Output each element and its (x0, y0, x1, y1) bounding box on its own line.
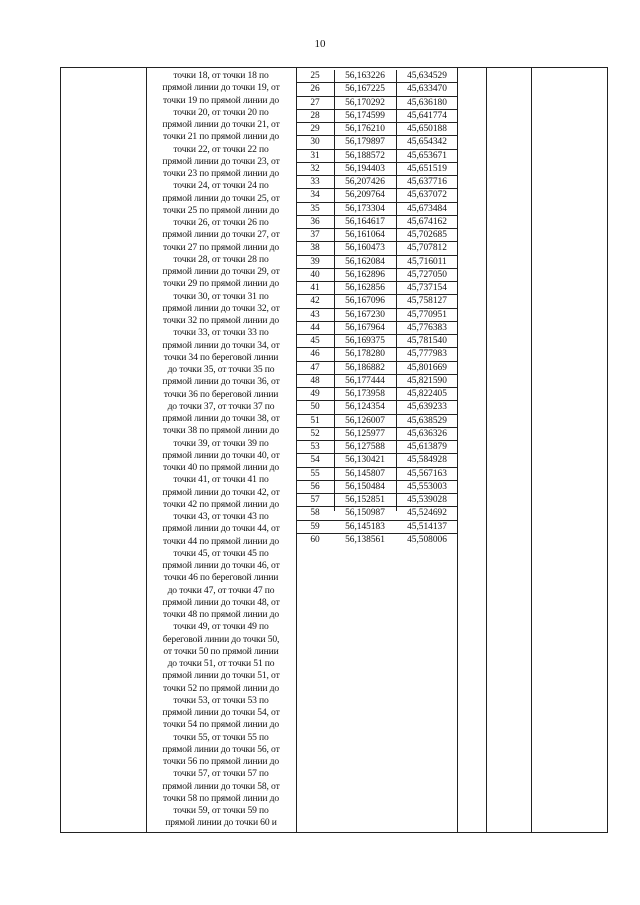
table-row (297, 415, 457, 428)
point-number: 26 (310, 84, 320, 95)
description-line: прямой линии до точки 32, от (162, 302, 280, 314)
description-line: прямой линии до точки 40, от (162, 449, 280, 461)
longitude-cell: 45,777983 (407, 349, 447, 360)
point-number: 47 (310, 362, 320, 373)
table-row (297, 83, 457, 96)
description-line: прямой линии до точки 21, от (162, 119, 280, 130)
longitude-cell: 45,524692 (407, 508, 447, 519)
latitude-cell: 56,179897 (345, 137, 385, 148)
point-number: 40 (310, 269, 320, 280)
description-line: точки 27 по прямой линии до (162, 241, 280, 253)
latitude-cell: 56,126007 (345, 415, 385, 426)
description-line: прямой линии до точки 60 и (165, 817, 277, 829)
latitude-cell: 56,150484 (345, 481, 385, 492)
longitude-cell: 45,776383 (407, 322, 447, 333)
table-row (297, 348, 457, 361)
longitude-cell: 45,633470 (407, 84, 447, 95)
description-line: точки 23 по прямой линии до (162, 168, 280, 179)
latitude-cell: 56,127588 (345, 442, 385, 452)
description-line: прямой линии до точки 58, от (162, 780, 280, 792)
latitude-cell: 56,163226 (345, 71, 385, 81)
point-number: 52 (310, 428, 320, 439)
description-line: точки 28, от точки 28 по (173, 253, 269, 265)
latitude-cell: 56,170292 (345, 97, 385, 108)
longitude-cell: 45,638529 (407, 415, 447, 426)
latitude-cell: 56,173958 (345, 389, 385, 399)
latitude-cell: 56,209764 (345, 190, 385, 201)
description-line: точки 56 по прямой линии до (162, 756, 280, 767)
latitude-cell: 56,178280 (345, 349, 385, 360)
point-number: 53 (310, 442, 320, 452)
description-line: точки 22, от точки 22 по (173, 143, 269, 155)
longitude-cell: 45,508006 (407, 534, 447, 545)
table-row (297, 481, 457, 494)
column-divider (457, 68, 458, 832)
point-number: 37 (310, 230, 320, 240)
table-row (297, 282, 457, 295)
latitude-cell: 56,160473 (345, 243, 385, 254)
longitude-cell: 45,641774 (407, 110, 447, 121)
table-row (297, 507, 457, 520)
latitude-cell: 56,177444 (345, 375, 385, 386)
longitude-cell: 45,584928 (407, 455, 447, 466)
latitude-cell: 56,167230 (345, 309, 385, 320)
latitude-cell: 56,145183 (345, 521, 385, 532)
longitude-cell: 45,781540 (407, 336, 447, 346)
point-number: 46 (310, 349, 320, 360)
table-row (297, 229, 457, 242)
point-number: 41 (310, 283, 320, 293)
longitude-cell: 45,567163 (407, 468, 447, 479)
description-line: точки 33, от точки 33 по (173, 327, 269, 339)
longitude-cell: 45,613879 (407, 442, 447, 452)
table-row (297, 362, 457, 375)
longitude-cell: 45,674162 (407, 216, 447, 227)
table-row (297, 295, 457, 308)
longitude-cell: 45,539028 (407, 495, 447, 505)
latitude-cell: 56,167096 (345, 296, 385, 307)
point-number: 42 (310, 296, 320, 307)
point-number: 59 (310, 521, 320, 532)
latitude-cell: 56,162896 (345, 269, 385, 280)
latitude-cell: 56,176210 (345, 124, 385, 134)
point-number: 50 (310, 402, 320, 413)
longitude-cell: 45,636326 (407, 428, 447, 439)
point-number: 51 (310, 415, 320, 426)
table-row (297, 534, 457, 546)
point-number: 34 (310, 190, 320, 201)
table-row (297, 256, 457, 269)
description-line: точки 20, от точки 20 по (173, 106, 269, 118)
boundary-description (147, 70, 295, 830)
latitude-cell: 56,161064 (345, 230, 385, 240)
table-row (297, 136, 457, 149)
table-row (297, 401, 457, 414)
point-number: 33 (310, 177, 320, 187)
table-row (297, 375, 457, 388)
table-row (297, 163, 457, 176)
latitude-cell: 56,207426 (345, 177, 385, 187)
description-line: точки 55, от точки 55 по (173, 731, 269, 743)
table-row (297, 242, 457, 255)
longitude-cell: 45,637072 (407, 190, 447, 201)
table-row (297, 454, 457, 467)
point-number: 54 (310, 455, 320, 466)
latitude-cell: 56,167225 (345, 84, 385, 95)
longitude-cell: 45,636180 (407, 97, 447, 108)
point-number: 60 (310, 534, 320, 545)
description-line: точки 24, от точки 24 по (173, 180, 269, 192)
point-number: 38 (310, 243, 320, 254)
description-line: прямой линии до точки 42, от (162, 486, 280, 498)
description-line: прямой линии до точки 27, от (162, 229, 280, 241)
table-row (297, 441, 457, 454)
point-number: 44 (310, 322, 320, 333)
table-row (297, 468, 457, 481)
table-row (297, 322, 457, 335)
latitude-cell: 56,173304 (345, 203, 385, 214)
description-line: до точки 51, от точки 51 по (167, 658, 275, 669)
description-line: точки 38 по прямой линии до (162, 425, 280, 437)
page-number: 10 (314, 38, 326, 50)
longitude-cell: 45,737154 (407, 283, 447, 293)
table-row (297, 494, 457, 507)
longitude-cell: 45,822405 (407, 389, 447, 399)
point-number: 30 (310, 137, 320, 148)
description-line: точки 46 по береговой линии (163, 572, 279, 584)
description-line: береговой линии до точки 50, (162, 633, 280, 645)
longitude-cell: 45,801669 (407, 362, 447, 373)
longitude-cell: 45,770951 (407, 309, 447, 320)
description-line: точки 53, от точки 53 по (173, 694, 269, 706)
description-line: прямой линии до точки 56, от (162, 743, 280, 755)
table-row (297, 521, 457, 534)
table-row (297, 335, 457, 348)
description-line: до точки 47, от точки 47 по (167, 584, 275, 596)
description-line: прямой линии до точки 54, от (162, 707, 280, 718)
table-row (297, 189, 457, 202)
longitude-cell: 45,758127 (407, 296, 447, 307)
point-number: 58 (310, 508, 320, 519)
point-number: 56 (310, 481, 320, 492)
longitude-cell: 45,653671 (407, 150, 447, 161)
description-line: прямой линии до точки 23, от (162, 155, 280, 167)
latitude-cell: 56,167964 (345, 322, 385, 333)
longitude-cell: 45,651519 (407, 163, 447, 174)
description-line: точки 19 по прямой линии до (162, 94, 280, 106)
point-number: 55 (310, 468, 320, 479)
table-row (297, 70, 457, 83)
description-line: точки 48 по прямой линии до (162, 609, 280, 620)
description-line: прямой линии до точки 25, от (162, 192, 280, 204)
coordinates-list (297, 70, 457, 546)
point-number: 31 (310, 150, 320, 161)
boundary-table (60, 67, 608, 833)
table-row (297, 176, 457, 189)
longitude-cell: 45,634529 (407, 71, 447, 81)
point-number: 39 (310, 256, 320, 267)
description-line: прямой линии до точки 34, от (162, 339, 280, 351)
description-line: прямой линии до точки 38, от (162, 413, 280, 424)
description-line: точки 43, от точки 43 по (173, 511, 269, 522)
table-row (297, 388, 457, 401)
latitude-cell: 56,169375 (345, 336, 385, 346)
latitude-cell: 56,194403 (345, 163, 385, 174)
table-row (297, 216, 457, 229)
description-line: точки 45, от точки 45 по (173, 547, 269, 559)
description-line: прямой линии до точки 29, от (162, 266, 280, 277)
point-number: 32 (310, 163, 320, 174)
longitude-cell: 45,727050 (407, 269, 447, 280)
latitude-cell: 56,150987 (345, 508, 385, 519)
description-line: точки 42 по прямой линии до (162, 498, 280, 510)
description-line: точки 30, от точки 31 по (173, 290, 269, 302)
point-number: 27 (310, 97, 320, 108)
latitude-cell: 56,130421 (345, 455, 385, 466)
longitude-cell: 45,639233 (407, 402, 447, 413)
description-line: точки 54 по прямой линии до (162, 719, 280, 731)
longitude-cell: 45,637716 (407, 177, 447, 187)
description-line: прямой линии до точки 48, от (162, 596, 280, 608)
longitude-cell: 45,821590 (407, 375, 447, 386)
description-line: точки 32 по прямой линии до (162, 315, 280, 326)
description-line: прямой линии до точки 19, от (162, 82, 280, 94)
description-line: точки 57, от точки 57 по (173, 768, 269, 780)
latitude-cell: 56,152851 (345, 495, 385, 505)
description-line: до точки 35, от точки 35 по (167, 364, 275, 375)
description-line: прямой линии до точки 46, от (162, 560, 280, 571)
description-line: от точки 50 по прямой линии (163, 645, 279, 657)
latitude-cell: 56,162084 (345, 256, 385, 267)
table-row (297, 97, 457, 110)
table-row (297, 123, 457, 136)
description-line: точки 44 по прямой линии до (162, 535, 280, 547)
point-number: 43 (310, 309, 320, 320)
latitude-cell: 56,162856 (345, 283, 385, 293)
table-row (297, 269, 457, 282)
longitude-cell: 45,650188 (407, 124, 447, 134)
description-line: точки 49, от точки 49 по (173, 621, 269, 633)
longitude-cell: 45,673484 (407, 203, 447, 214)
description-line: точки 21 по прямой линии до (162, 131, 280, 143)
description-line: точки 29 по прямой линии до (162, 278, 280, 290)
point-number: 25 (310, 71, 320, 81)
description-line: точки 40 по прямой линии до (162, 462, 280, 473)
longitude-cell: 45,654342 (407, 137, 447, 148)
description-line: точки 18, от точки 18 по (173, 70, 269, 81)
point-number: 45 (310, 336, 320, 346)
point-number: 49 (310, 389, 320, 399)
point-number: 57 (310, 495, 320, 505)
description-line: точки 39, от точки 39 по (173, 437, 269, 449)
latitude-cell: 56,174599 (345, 110, 385, 121)
description-line: прямой линии до точки 44, от (162, 523, 280, 535)
description-line: точки 34 по береговой линии (163, 351, 279, 363)
description-line: точки 25 по прямой линии до (162, 204, 280, 216)
table-row (297, 150, 457, 163)
longitude-cell: 45,702685 (407, 230, 447, 240)
latitude-cell: 56,145807 (345, 468, 385, 479)
point-number: 35 (310, 203, 320, 214)
description-line: прямой линии до точки 51, от (162, 670, 280, 682)
latitude-cell: 56,138561 (345, 534, 385, 545)
point-number: 36 (310, 216, 320, 227)
latitude-cell: 56,164617 (345, 216, 385, 227)
description-line: точки 58 по прямой линии до (162, 792, 280, 804)
latitude-cell: 56,186882 (345, 362, 385, 373)
table-row (297, 309, 457, 322)
longitude-cell: 45,553003 (407, 481, 447, 492)
point-number: 28 (310, 110, 320, 121)
description-line: прямой линии до точки 36, от (162, 376, 280, 388)
point-number: 29 (310, 124, 320, 134)
description-line: точки 41, от точки 41 по (173, 474, 269, 486)
latitude-cell: 56,124354 (345, 402, 385, 413)
column-divider (531, 68, 532, 832)
longitude-cell: 45,707812 (407, 243, 447, 254)
longitude-cell: 45,514137 (407, 521, 447, 532)
description-line: до точки 37, от точки 37 по (167, 400, 275, 412)
latitude-cell: 56,188572 (345, 150, 385, 161)
column-divider (486, 68, 487, 832)
description-line: точки 59, от точки 59 по (173, 805, 269, 816)
longitude-cell: 45,716011 (407, 256, 447, 267)
description-line: точки 36 по береговой линии (163, 388, 279, 400)
table-row (297, 110, 457, 123)
description-line: точки 52 по прямой линии до (162, 682, 280, 694)
table-row (297, 428, 457, 441)
description-line: точки 26, от точки 26 по (173, 217, 269, 228)
table-row (297, 203, 457, 216)
latitude-cell: 56,125977 (345, 428, 385, 439)
point-number: 48 (310, 375, 320, 386)
